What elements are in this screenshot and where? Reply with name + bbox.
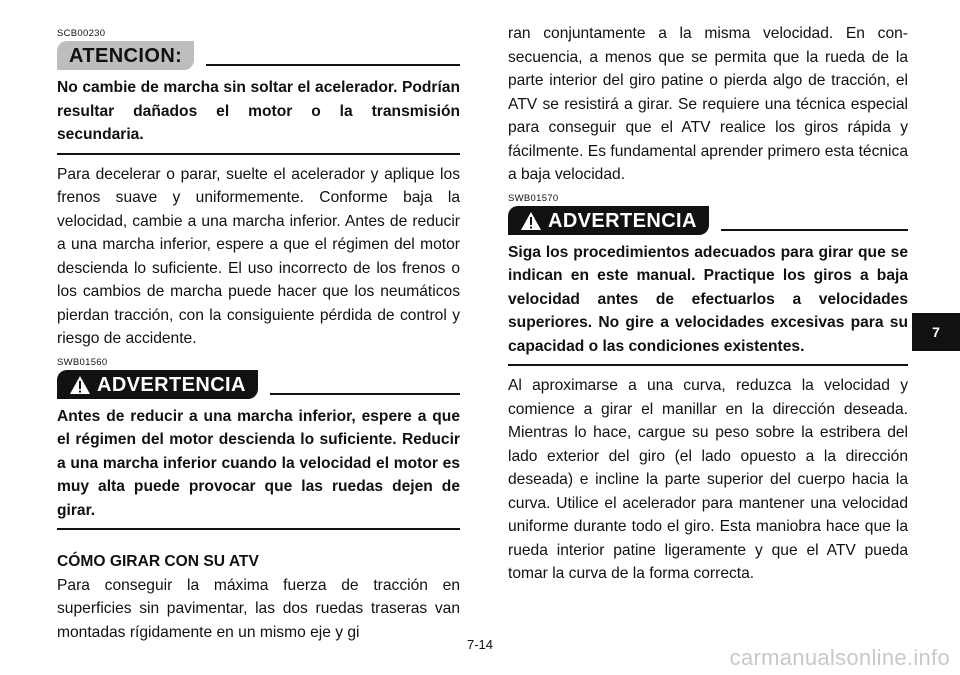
atencion-text: No cambie de marcha sin soltar el acelerador. Podrían resultar dañados el motor o la transmisión secundaria. [57, 76, 460, 155]
section-code: SWB01570 [508, 192, 559, 204]
paragraph: Para conseguir la máxima fuerza de tracción en superficies sin pavimentar, las dos ruedas traseras van montadas rígidamente en un mismo eje y gi [57, 576, 460, 641]
chapter-tab: 7 [912, 313, 960, 351]
watermark: carmanualsonline.info [729, 645, 950, 670]
warning-text: Antes de reducir a una marcha inferior, espere a que el régimen del motor descienda lo suficiente. Reducir a una marcha inferior cuando la velocidad el motor es muy alta puede provocar que las ruedas dejen de girar. [57, 405, 460, 531]
warning-label: ADVERTENCIA [548, 209, 697, 232]
warning-header [57, 370, 460, 399]
section-code: SCB00230 [57, 28, 106, 39]
atencion-badge: ATENCION: [57, 41, 194, 70]
divider [721, 229, 908, 231]
section-heading: CÓMO GIRAR CON SU ATV [57, 553, 259, 570]
warning-badge [508, 206, 709, 235]
paragraph: Al aproximarse a una curva, reduzca la velocidad y comience a girar el manillar en la dirección deseada. Mientras lo hace, cargue su peso sobre la estribera del lado exterior del giro (el lado opuesto a la dirección deseada) e incline la parte superior del cuerpo hacia la curva. Utilice el acelerador para mantener una velocidad uniforme durante todo el giro. Esta maniobra hace que la rueda interior patine ligeramente y que el ATV pueda tomar la curva de la forma correcta. [508, 377, 908, 582]
paragraph: ran conjuntamente a la misma velocidad. En consecuencia, a menos que se permita que la rueda de la parte interior del giro patine o pierda algo de tracción, el ATV se resistirá a girar. Se requiere una técnica especial para conseguir que el ATV realice los giros rápida y fácilmente. Es fundamental aprender primero esta técnica a baja velocidad. [508, 25, 908, 183]
page-number: 7-14 [466, 637, 494, 652]
atencion-header [57, 41, 460, 70]
section-code: SWB01560 [57, 356, 108, 368]
divider [270, 393, 460, 395]
left-column [57, 22, 460, 644]
warning-header [508, 206, 908, 235]
warning-triangle-icon [69, 375, 91, 395]
warning-badge [57, 370, 258, 399]
right-column [508, 22, 908, 586]
warning-text: Siga los procedimientos adecuados para girar que se indican en este manual. Practique los giros a baja velocidad antes de efectuarlos a velocidades superiores. No gire a velocidades excesivas para su capacidad o las condiciones existentes. [508, 241, 908, 367]
divider [206, 64, 460, 66]
paragraph: Para decelerar o parar, suelte el acelerador y aplique los frenos suave y uniformemente. Conforme baja la velocidad, cambie a una marcha inferior. Antes de reducir a una marcha inferior, espere a que el régimen del motor descienda lo suficiente. El uso incorrecto de los frenos o los cambios de marcha puede hacer que los neumáticos pierdan tracción, con la consiguiente pérdida de control y riesgo de accidente. [57, 165, 460, 347]
warning-label: ADVERTENCIA [97, 373, 246, 396]
warning-triangle-icon [520, 211, 542, 231]
